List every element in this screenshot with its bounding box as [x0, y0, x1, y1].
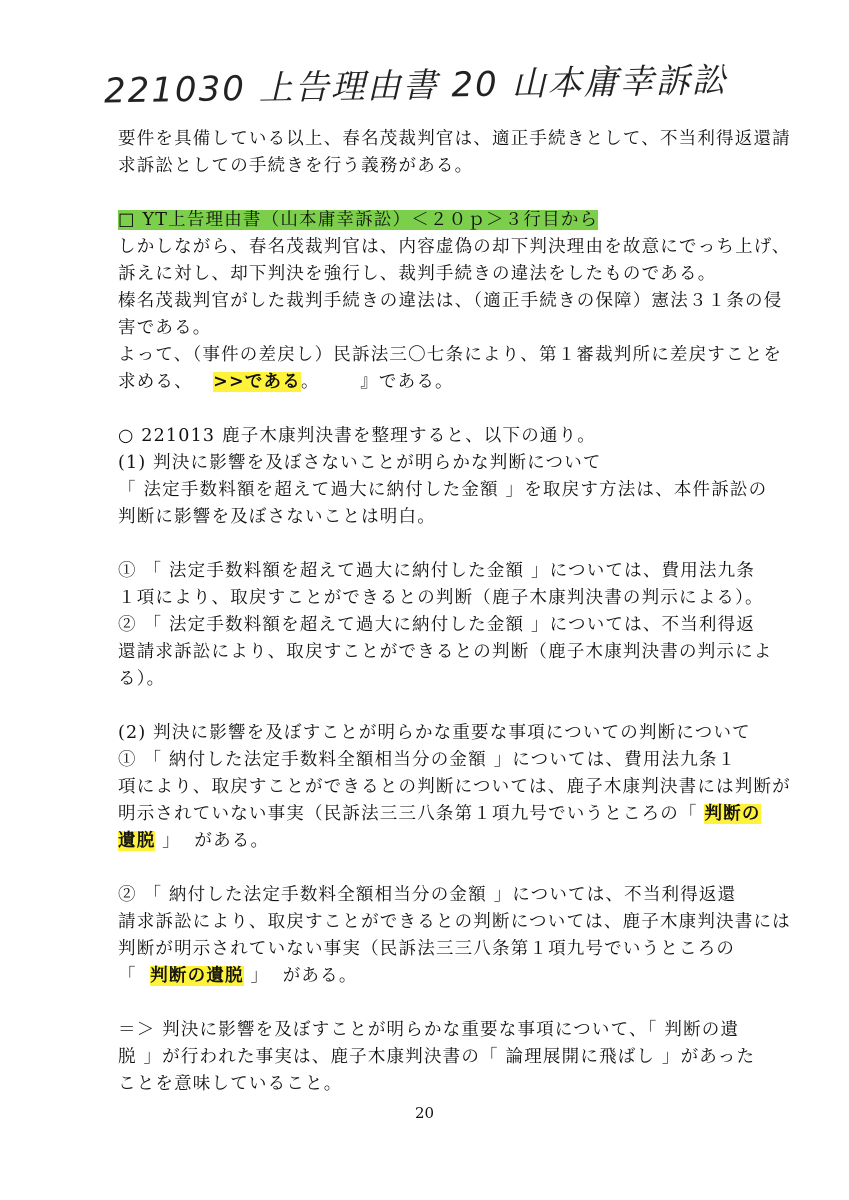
text-line: 害である。	[118, 318, 212, 338]
green-highlight: □ YT上告理由書（山本庸幸訴訟）＜２０ｐ＞３行目から	[118, 210, 599, 230]
text-segment: 明示されていない事実（民訴法三三八条第１項九号でいうところの「	[118, 804, 698, 824]
text-segment: 。 』である。	[300, 372, 454, 392]
text-segment: 「	[118, 966, 137, 986]
text-line	[118, 828, 798, 855]
text-line: 脱 」が行われた事実は、鹿子木康判決書の「 論理展開に飛ばし 」があった	[118, 1047, 756, 1067]
text-segment: 」 がある。	[155, 831, 270, 851]
document-body	[118, 126, 798, 1098]
text-line: よって、（事件の差戻し）民訴法三〇七条により、第１審裁判所に差戻すことを	[118, 345, 783, 365]
text-line: ことを意味していること。	[118, 1074, 343, 1094]
text-line: しかしながら、春名茂裁判官は、内容虚偽の却下判決理由を故意にでっち上げ、	[118, 237, 791, 257]
text-line	[118, 801, 798, 828]
blank-line	[118, 180, 798, 207]
text-segment: 」 がある。	[243, 966, 358, 986]
blank-line	[118, 693, 798, 720]
text-line: (2) 判決に影響を及ぼすことが明らかな重要な事項についての判断について	[118, 723, 751, 743]
text-line: 判断が明示されていない事実（民訴法三三八条第１項九号でいうところの	[118, 939, 736, 959]
text-line: ② 「 納付した法定手数料全額相当分の金額 」については、不当利得返還	[118, 885, 737, 905]
text-line: ○ 221013 鹿子木康判決書を整理すると、以下の通り。	[118, 426, 596, 446]
text-line: 要件を具備している以上、春名茂裁判官は、適正手続きとして、不当利得返還請	[118, 129, 791, 149]
text-line: 榛名茂裁判官がした裁判手続きの違法は、（適正手続きの保障）憲法３１条の侵	[118, 291, 783, 311]
text-line	[118, 369, 798, 396]
text-line: (1) 判決に影響を及ぼさないことが明らかな判断について	[118, 453, 602, 473]
blank-line	[118, 531, 798, 558]
yellow-highlight: >>である	[213, 372, 301, 392]
yellow-highlight: 判断の遺脱	[150, 966, 244, 986]
yellow-highlight: 判断の	[704, 804, 761, 824]
text-line: 判断に影響を及ぼさないことは明白。	[118, 507, 436, 527]
text-line: ＝＞ 判決に影響を及ぼすことが明らかな重要な事項について、「 判断の遺	[118, 1020, 740, 1040]
text-line: ① 「 法定手数料額を超えて過大に納付した金額 」については、費用法九条	[118, 561, 756, 581]
text-line: 還請求訴訟により、取戻すことができるとの判断（鹿子木康判決書の判示によ	[118, 642, 773, 662]
section-heading	[118, 207, 798, 234]
text-line	[118, 963, 798, 990]
text-line: 求訴訟としての手続きを行う義務がある。	[118, 156, 474, 176]
text-line: 項により、取戻すことができるとの判断については、鹿子木康判決書には判断が	[118, 777, 791, 797]
text-line: １項により、取戻すことができるとの判断（鹿子木康判決書の判示による）。	[118, 588, 764, 608]
text-line: 訴えに対し、却下判決を強行し、裁判手続きの違法をしたものである。	[118, 264, 717, 284]
blank-line	[118, 990, 798, 1017]
yellow-highlight: 遺脱	[118, 831, 156, 851]
blank-line	[118, 855, 798, 882]
text-line: ② 「 法定手数料額を超えて過大に納付した金額 」については、不当利得返	[118, 615, 756, 635]
text-line: ① 「 納付した法定手数料全額相当分の金額 」については、費用法九条１	[118, 750, 737, 770]
text-line: 請求訴訟により、取戻すことができるとの判断については、鹿子木康判決書には	[118, 912, 791, 932]
handwritten-header: 221030 上告理由書 20 山本庸幸訴訟	[103, 60, 728, 112]
text-line: 「 法定手数料額を超えて過大に納付した金額 」を取戻す方法は、本件訴訟の	[118, 480, 768, 500]
blank-line	[118, 396, 798, 423]
text-line: る）。	[118, 669, 166, 689]
text-segment: 求める、	[118, 372, 193, 392]
page-number: 20	[414, 1104, 435, 1122]
